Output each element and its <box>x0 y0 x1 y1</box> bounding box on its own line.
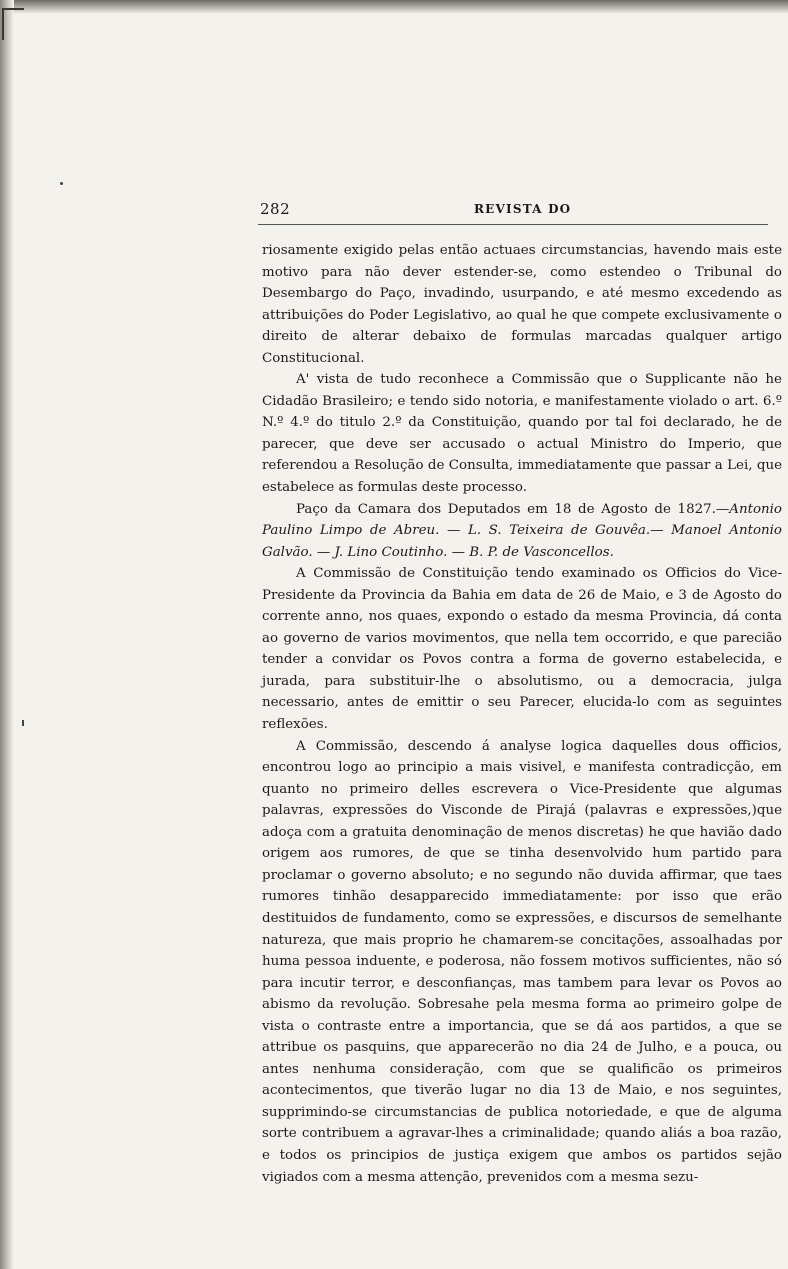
page-header <box>258 200 768 225</box>
running-title: REVISTA DO <box>474 202 572 216</box>
page-body <box>262 240 782 1188</box>
page-number: 282 <box>260 200 291 218</box>
dateline-text: Paço da Camara dos Deputados em 18 de Agosto de 1827.— <box>296 501 730 517</box>
signatures: Antonio Paulino Limpo de Abreu. — L. S. Teixeira de Gouvêa.— Manoel Antonio Galvão. — J. Lino Coutinho. — B. P. de Vasconcellos. <box>262 501 782 560</box>
scan-speck <box>22 720 24 726</box>
paragraph-dateline <box>262 499 782 564</box>
paragraph-opinion: A' vista de tudo reconhece a Commissão que o Supplicante não he Cidadão Brasileiro; e tendo sido notoria, e manifestamente violado o art. 6.º N.º 4.º do titulo 2.º da Constituição, quando por tal foi declarado, he de parecer, que deve ser accusado o actual Ministro do Imperio, que referendou a Resolução de Consulta, immediatamente que passar a Lei, que estabelece as formulas deste processo. <box>262 372 782 496</box>
paragraph-commission: A Commissão de Constituição tendo examinado os Officios do Vice-Presidente da Provincia da Bahia em data de 26 de Maio, e 3 de Agosto do corrente anno, nos quaes, expondo o estado da mesma Provincia, dá conta ao governo de varios movimentos, que nella tem occorrido, e que parecião tender a convidar os Povos contra a forma de governo estabelecida, e jurada, para substituir-lhe o absolutismo, ou a democracia, julga necessario, antes de emittir o seu Parecer, elucida-lo com as seguintes reflexões. <box>262 566 782 733</box>
scan-edge-top <box>0 0 788 14</box>
scan-speck <box>60 182 63 185</box>
paragraph-analysis: A Commissão, descendo á analyse logica daquelles dous officios, encontrou logo ao principio a mais visivel, e manifesta contradicção, em quanto no primeiro delles escrevera o Vice-Presidente que algumas palavras, expressões do Visconde de Pirajá (palavras e expressões,)que adoça com a gratuita denominação de menos discretas) he que havião dado origem aos rumores, de que se tinha desenvolvido hum partido para proclamar o governo absoluto; e no segundo não duvida affirmar, que taes rumores tinhão desapparecido immediatamente: por isso que erão destituidos de fundamento, como se expressões, e discursos de semelhante natureza, que mais proprio he chamarem-se concitações, assoalhadas por huma pessoa induente, e poderosa, não fossem motivos sufficientes, não só para incutir terror, e desconfianças, mas tambem para levar os Povos ao abismo da revolução. Sobresahe pela mesma forma ao primeiro golpe de vista o contraste entre a importancia, que se dá aos partidos, a que se attribue os pasquins, que apparecerão no dia 24 de Julho, e a pouca, ou antes nenhuma consideração, com que se qualificão os primeiros acontecimentos, que tiverão lugar no dia 13 de Maio, e nos seguintes, supprimindo-se circumstancias de publica notoriedade, e que de alguma sorte contribuem a agravar-lhes a criminalidade; quando aliás a boa razão, e todos os principios de justiça exigem que ambos os partidos sejão vigiados com a mesma attenção, prevenidos com a mesma sezu- <box>262 738 782 1185</box>
scan-edge-left <box>0 0 14 1269</box>
scan-corner-mark <box>2 8 24 40</box>
paragraph-continuation: riosamente exigido pelas então actuaes circumstancias, havendo mais este motivo para não dever estender-se, como estendeo o Tribunal do Desembargo do Paço, invadindo, usurpando, e até mesmo excedendo as attribuições do Poder Legislativo, ao qual he que compete exclusivamente o direito de alterar debaixo de formulas marcadas qualquer artigo Constitucional. <box>262 243 782 366</box>
